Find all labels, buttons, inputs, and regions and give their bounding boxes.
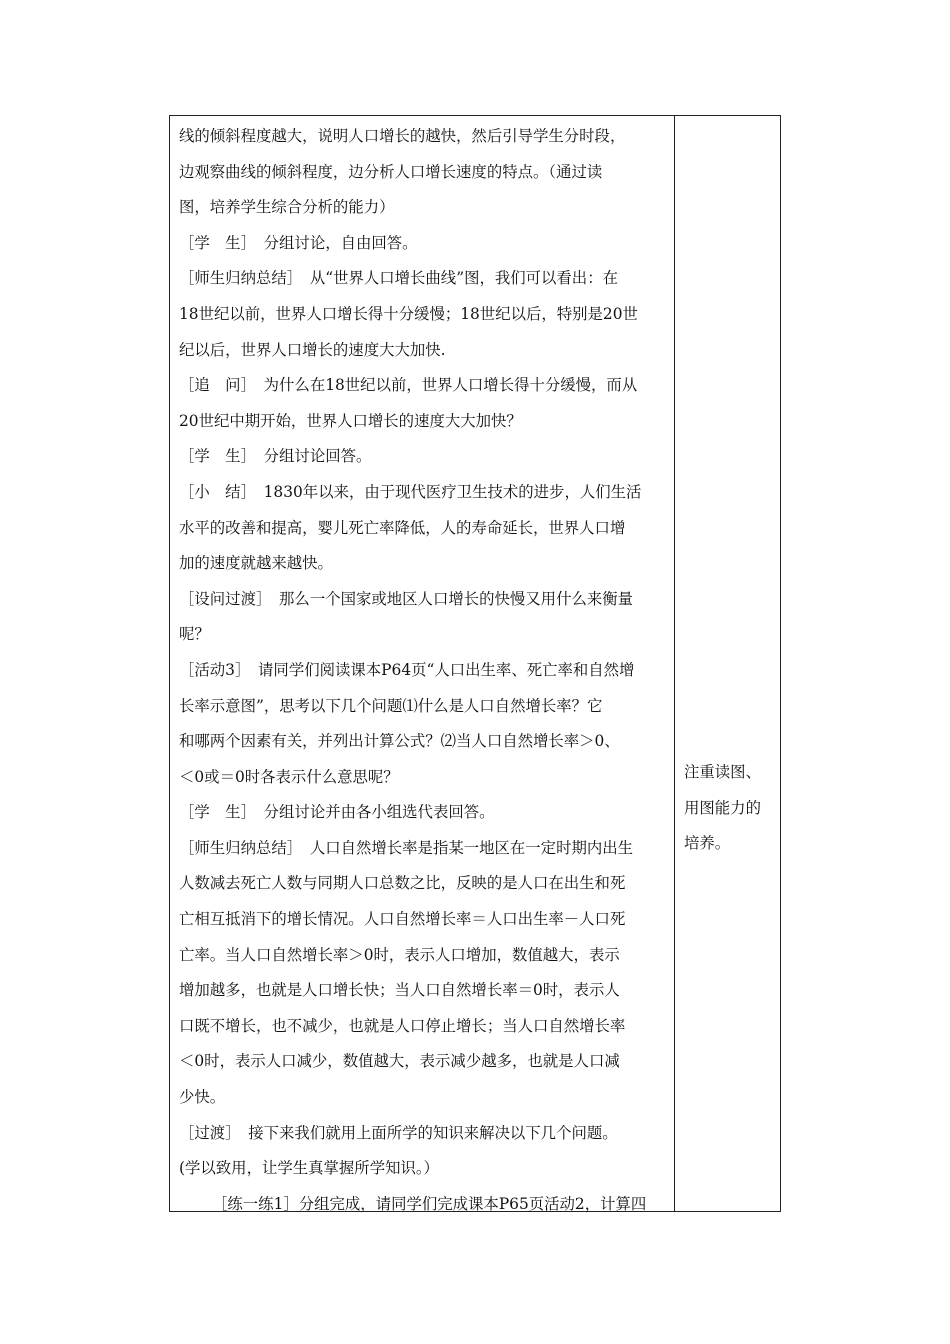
text-line: 长率示意图”，思考以下几个问题⑴什么是人口自然增长率？它 xyxy=(179,696,603,715)
text-line: ［过渡］ 接下来我们就用上面所学的知识来解决以下几个问题。 xyxy=(179,1123,618,1142)
text-line: ［追 问］ 为什么在18世纪以前，世界人口增长得十分缓慢，而从 xyxy=(179,376,638,395)
text-line: 亡率。当人口自然增长率＞0时，表示人口增加，数值越大，表示 xyxy=(179,945,620,964)
side-note-line: 注重读图、 xyxy=(684,763,761,781)
text-line: (学以致用，让学生真掌握所学知识。） xyxy=(179,1159,439,1178)
text-line: 和哪两个因素有关，并列出计算公式？⑵当人口自然增长率＞0、 xyxy=(179,732,620,751)
text-line: ［学 生］ 分组讨论回答。 xyxy=(179,447,372,466)
text-line: ＜0或＝0时各表示什么意思呢？ xyxy=(179,767,399,786)
lesson-table xyxy=(169,115,781,1212)
text-line: 边观察曲线的倾斜程度，边分析人口增长速度的特点。（通过读 xyxy=(179,162,603,181)
text-line: 呢？ xyxy=(179,625,210,644)
text-line: 加的速度就越来越快。 xyxy=(179,554,333,573)
column-divider xyxy=(674,116,675,1211)
text-line: ［学 生］ 分组讨论，自由回答。 xyxy=(179,233,418,252)
text-line: 水平的改善和提高，婴儿死亡率降低，人的寿命延长，世界人口增 xyxy=(179,518,626,537)
text-line: 增加越多，也就是人口增长快；当人口自然增长率＝0时，表示人 xyxy=(179,981,620,1000)
teaching-process-cell xyxy=(179,119,667,1222)
text-line: ［学 生］ 分组讨论并由各小组选代表回答。 xyxy=(179,803,495,822)
text-line: ［师生归纳总结］ 从“世界人口增长曲线”图，我们可以看出：在 xyxy=(179,269,618,288)
text-line: 线的倾斜程度越大，说明人口增长的越快，然后引导学生分时段， xyxy=(179,127,626,145)
side-note-line: 用图能力的 xyxy=(684,798,761,817)
text-line: ＜0时，表示人口减少，数值越大，表示减少越多，也就是人口减 xyxy=(179,1052,620,1071)
text-line: 人数减去死亡人数与同期人口总数之比，反映的是人口在出生和死 xyxy=(179,874,626,893)
text-line: 纪以后，世界人口增长的速度大大加快. xyxy=(179,340,446,359)
text-line: ［设问过渡］ 那么一个国家或地区人口增长的快慢又用什么来衡量 xyxy=(179,589,634,608)
text-line: 20世纪中期开始，世界人口增长的速度大大加快？ xyxy=(179,411,522,430)
text-line: 亡相互抵消下的增长情况。人口自然增长率＝人口出生率－人口死 xyxy=(179,910,626,929)
text-line: 18世纪以前，世界人口增长得十分缓慢；18世纪以后，特别是20世 xyxy=(179,304,638,323)
text-line: ［小 结］ 1830年以来，由于现代医疗卫生技术的进步，人们生活 xyxy=(179,482,642,501)
side-note-line: 培养。 xyxy=(684,834,731,853)
design-intent-cell xyxy=(684,755,780,862)
text-line: 少快。 xyxy=(179,1088,226,1107)
text-line: 口既不增长，也不减少，也就是人口停止增长；当人口自然增长率 xyxy=(179,1016,626,1035)
text-line: 图，培养学生综合分析的能力） xyxy=(179,198,395,217)
text-line: ［师生归纳总结］ 人口自然增长率是指某一地区在一定时期内出生 xyxy=(179,838,634,857)
text-line: ［练一练1］分组完成，请同学们完成课本P65页活动2，计算四 xyxy=(212,1194,647,1213)
text-line: ［活动3］ 请同学们阅读课本P64页“人口出生率、死亡率和自然增 xyxy=(179,660,635,679)
